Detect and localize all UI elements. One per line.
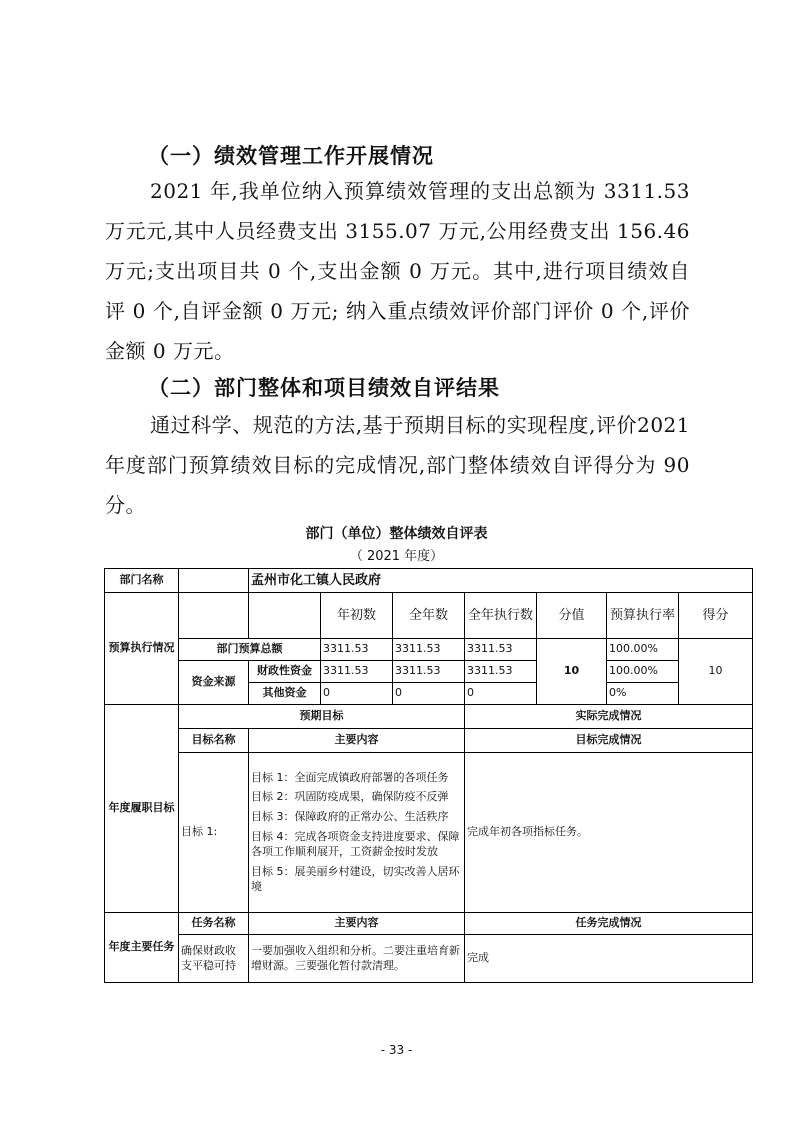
goal-name: 目标 1: [179,753,249,913]
task-content-header: 主要内容 [249,913,465,935]
col-score-header: 得分 [679,593,753,639]
goal-item: 目标 4：完成各项资金支持进度要求、保障各项工作顺利展开，工资薪金按时发放 [251,830,460,858]
section1-heading: （一）绩效管理工作开展情况 [148,144,434,168]
table-title: 部门（单位）整体绩效自评表 [305,526,488,542]
score-value-cell: 10 [537,639,607,705]
budget-total-initial: 3311.53 [321,639,393,661]
task-completion: 完成 [465,935,753,983]
fiscal-initial: 3311.53 [321,661,393,683]
dept-name-label: 部门名称 [105,569,179,593]
other-initial: 0 [321,683,393,705]
score-cell: 10 [679,639,753,705]
goal-item: 目标 1：全面完成镇政府部署的各项任务 [251,770,449,784]
empty-cell [179,569,249,593]
expected-goals-header: 预期目标 [179,705,465,729]
section2-paragraph: 通过科学、规范的方法,基于预期目标的实现程度,评价2021年度部门预算绩效目标的完成情况,部门整体绩效自评得分为 90 分。 [105,413,690,517]
goal-name-header: 目标名称 [179,729,249,753]
fiscal-full-year: 3311.53 [393,661,465,683]
task-name: 确保财政收支平稳可持 [179,935,249,983]
goal-item: 目标 5：展美丽乡村建设，切实改善人居环境 [251,864,460,893]
goal-item: 目标 2：巩固防疫成果，确保防疫不反弹 [251,790,449,804]
budget-total-executed: 3311.53 [465,639,537,661]
page-number: - 33 - [380,1043,413,1057]
goal-completion-header: 目标完成情况 [465,729,753,753]
other-full-year: 0 [393,683,465,705]
section1-paragraph: 2021 年,我单位纳入预算绩效管理的支出总额为 3311.53 万元元,其中人员经费支出 3155.07 万元,公用经费支出 156.46 万元;支出项目共 0 个,支出金额 0 万元。其中,进行项目绩效自评 0 个,自评金额 0 万元; 纳入重点绩效评价部门评价 0 个,评价金额 0 万元。 [105,179,690,363]
table-year: （ 2021 年度） [349,549,444,564]
annual-tasks-label: 年度主要任务 [105,913,179,983]
col-executed-header: 全年执行数 [465,593,537,639]
goal-content-header: 主要内容 [249,729,465,753]
goal-item: 目标 3：保障政府的正常办公、生活秩序 [251,810,449,824]
funding-source-label: 资金来源 [179,661,249,705]
section2-heading: （二）部门整体和项目绩效自评结果 [148,376,500,400]
budget-section-label: 预算执行情况 [105,593,179,705]
col-initial-header: 年初数 [321,593,393,639]
col-full-year-header: 全年数 [393,593,465,639]
performance-table [104,568,753,983]
col-score-value-header: 分值 [537,593,607,639]
goal-completion: 完成年初各项指标任务。 [465,753,753,913]
budget-total-label: 部门预算总额 [179,639,321,661]
fiscal-fund-label: 财政性资金 [249,661,321,683]
empty-cell [249,593,321,639]
empty-cell [179,593,249,639]
fiscal-rate: 100.00% [607,661,679,683]
task-content: 一要加强收入组织和分析。二要注重培育新增财源。三要强化暂付款清理。 [249,935,465,983]
task-completion-header: 任务完成情况 [465,913,753,935]
dept-name-value: 孟州市化工镇人民政府 [249,569,753,593]
other-fund-label: 其他资金 [249,683,321,705]
other-rate: 0% [607,683,679,705]
budget-total-rate: 100.00% [607,639,679,661]
fiscal-executed: 3311.53 [465,661,537,683]
goal-content-list [249,753,465,913]
col-exec-rate-header: 预算执行率 [607,593,679,639]
budget-total-full-year: 3311.53 [393,639,465,661]
annual-goals-label: 年度履职目标 [105,705,179,913]
actual-completion-header: 实际完成情况 [465,705,753,729]
task-name-header: 任务名称 [179,913,249,935]
other-executed: 0 [465,683,537,705]
